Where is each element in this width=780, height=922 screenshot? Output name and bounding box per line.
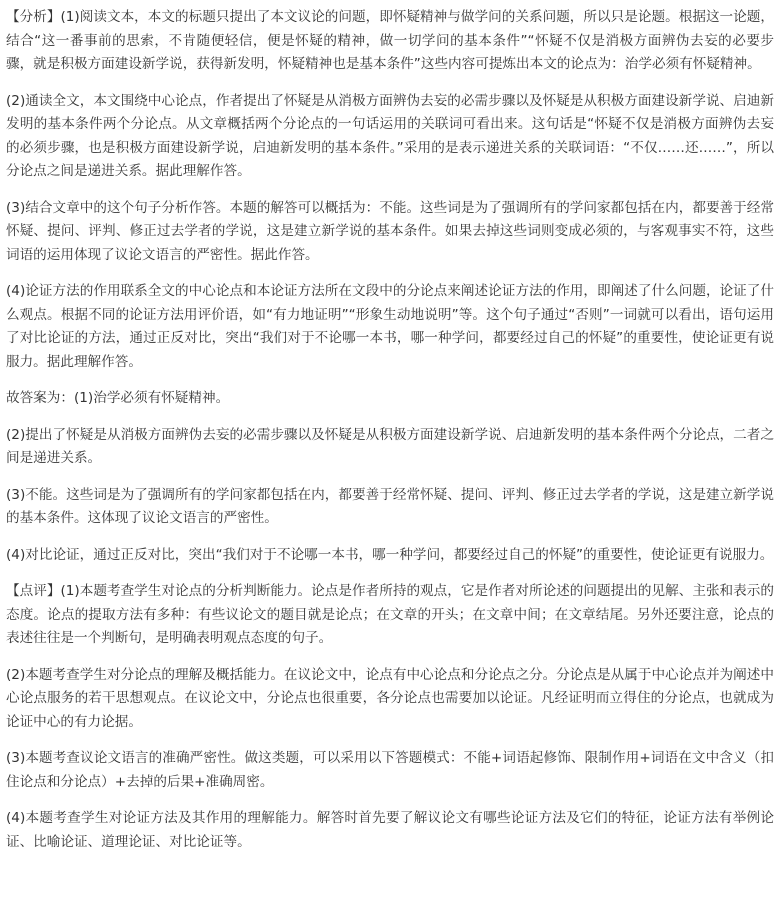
answer-paragraph-3: (3)不能。这些词是为了强调所有的学问家都包括在内，都要善于经常怀疑、提问、评判、修正过去学者的学说，这是建立新学说的基本条件。这体现了议论文语言的严密性。 — [6, 486, 774, 526]
answer-paragraph-2: (2)提出了怀疑是从消极方面辨伪去妄的必需步骤以及怀疑是从积极方面建设新学说、启迪新发明的基本条件两个分论点，二者之间是递进关系。 — [6, 426, 774, 466]
answer-paragraph-1: 故答案为：(1)治学必须有怀疑精神。 — [6, 390, 230, 406]
analysis-paragraph-1: 【分析】(1)阅读文本，本文的标题只提出了本文议论的问题，即怀疑精神与做学问的关系问题，所以只是论题。根据这一论题，结合“这一番事前的思索，不肯随便轻信，便是怀疑的精神，做一切学问的基本条件”“怀疑不仅是消极方面辨伪去妄的必要步骤，就是积极方面建设新学说，获得新发明，怀疑精神也是基本条件”这些内容可提炼出本文的论点为：治学必须有怀疑精神。 — [6, 9, 774, 72]
comment-paragraph-4: (4)本题考查学生对论证方法及其作用的理解能力。解答时首先要了解议论文有哪些论证方法及它们的特征，论证方法有举例论证、比喻论证、道理论证、对比论证等。 — [6, 810, 774, 850]
analysis-paragraph-4: (4)论证方法的作用联系全文的中心论点和本论证方法所在文段中的分论点来阐述论证方法的作用，即阐述了什么问题，论证了什么观点。根据不同的论证方法用评价语，如“有力地证明”“形象生动地说明”等。这个句子通过“否则”一词就可以看出，语句运用了对比论证的方法，通过正反对比，突出“我们对于不论哪一本书，哪一种学问，都要经过自己的怀疑”的重要性，使论证更有说服力。据此理解作答。 — [6, 283, 774, 370]
analysis-paragraph-3: (3)结合文章中的这个句子分析作答。本题的解答可以概括为：不能。这些词是为了强调所有的学问家都包括在内，都要善于经常怀疑、提问、评判、修正过去学者的学说，这是建立新学说的基本条件。如果去掉这些词则变成必须的，与客观事实不符，这些词语的运用体现了议论文语言的严密性。据此作答。 — [6, 199, 774, 263]
comment-paragraph-2: (2)本题考查学生对分论点的理解及概括能力。在议论文中，论点有中心论点和分论点之分。分论点是从属于中心论点并为阐述中心论点服务的若干思想观点。在议论文中，分论点也很重要，各分论点也需要加以论证。凡经证明而立得住的分论点，也就成为论证中心的有力论据。 — [6, 666, 774, 730]
answer-paragraph-4: (4)对比论证，通过正反对比，突出“我们对于不论哪一本书，哪一种学问，都要经过自己的怀疑”的重要性，使论证更有说服力。 — [6, 546, 774, 563]
analysis-paragraph-2: (2)通读全文，本文围绕中心论点，作者提出了怀疑是从消极方面辨伪去妄的必需步骤以及怀疑是从积极方面建设新学说、启迪新发明的基本条件两个分论点。从文章概括两个分论点的一句话运用的关联词可看出来。这句话是“怀疑不仅是消极方面辨伪去妄的必须步骤，也是积极方面建设新学说，启迪新发明的基本条件。”采用的是表示递进关系的关联词语：“不仅……还……”，所以分论点之间是递进关系。据此理解作答。 — [6, 92, 774, 179]
comment-paragraph-3: (3)本题考查议论文语言的准确严密性。做这类题，可以采用以下答题模式：不能+词语起修饰、限制作用+词语在文中含义（扣住论点和分论点）+去掉的后果+准确周密。 — [6, 750, 774, 790]
comment-paragraph-1: 【点评】(1)本题考查学生对论点的分析判断能力。论点是作者所持的观点，它是作者对所论述的问题提出的见解、主张和表示的态度。论点的提取方法有多种：有些议论文的题目就是论点；在文章的开头；在文章中间；在文章结尾。另外还要注意，论点的表述往往是一个判断句，是明确表明观点态度的句子。 — [6, 583, 774, 646]
